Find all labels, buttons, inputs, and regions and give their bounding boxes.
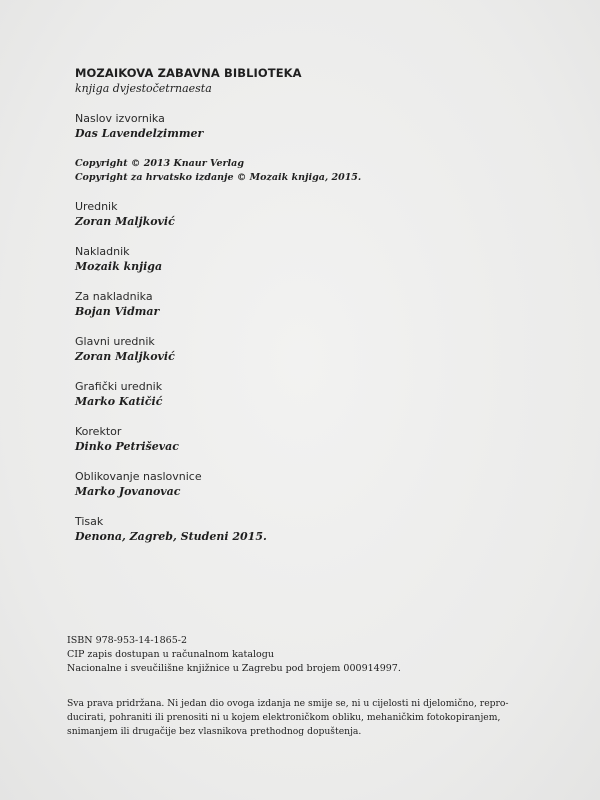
original-title-label: Naslov izvornika [75, 112, 165, 125]
credit-value: Dinko Petriševac [75, 440, 179, 453]
series-subtitle: knjiga dvjestočetrnaesta [75, 82, 212, 95]
credit-publisher [75, 244, 575, 275]
credit-value: Marko Jovanovac [75, 485, 181, 498]
credit-value: Denona, Zagreb, Studeni 2015. [75, 530, 267, 543]
credit-value: Mozaik knjiga [75, 260, 163, 273]
isbn-line: ISBN 978-953-14-1865-2 [67, 635, 187, 646]
credit-label: Korektor [75, 425, 122, 438]
imprint-content [75, 66, 575, 545]
credit-label: Grafički urednik [75, 380, 163, 393]
credit-cover-design [75, 469, 575, 500]
original-title-value: Das Lavendelzimmer [75, 127, 204, 140]
credit-printing [75, 514, 575, 545]
credit-label: Oblikovanje naslovnice [75, 470, 202, 483]
cip-line: Nacionalne i sveučilišne knjižnice u Zagrebu pod brojem 000914997. [67, 663, 401, 674]
credit-proofreader [75, 424, 575, 455]
copyright-line: Copyright © 2013 Knaur Verlag [75, 158, 244, 169]
isbn-block [67, 634, 577, 676]
credit-value: Zoran Maljković [75, 215, 175, 228]
credit-for-publisher [75, 289, 575, 320]
original-title-block [75, 111, 575, 142]
rights-line: Sva prava pridržana. Ni jedan dio ovoga izdanja ne smije se, ni u cijelosti ni djelomično, repro- [67, 698, 509, 709]
credit-graphic-editor [75, 379, 575, 410]
series-title: MOZAIKOVA ZABAVNA BIBLIOTEKA [75, 66, 302, 80]
credit-value: Bojan Vidmar [75, 305, 160, 318]
rights-line: ducirati, pohraniti ili prenositi ni u kojem elektroničkom obliku, mehaničkim fotokopiranjem, [67, 712, 501, 723]
cip-line: CIP zapis dostupan u računalnom katalogu [67, 649, 274, 660]
credit-label: Nakladnik [75, 245, 130, 258]
credit-chief-editor [75, 334, 575, 365]
rights-block [67, 697, 579, 739]
rights-line: snimanjem ili drugačije bez vlasnikova prethodnog dopuštenja. [67, 726, 362, 737]
credit-value: Zoran Maljković [75, 350, 175, 363]
credit-editor [75, 199, 575, 230]
copyright-block [75, 157, 575, 185]
copyright-line: Copyright za hrvatsko izdanje © Mozaik knjiga, 2015. [75, 172, 362, 183]
credit-label: Tisak [75, 515, 104, 528]
credit-label: Za nakladnika [75, 290, 153, 303]
credit-value: Marko Katičić [75, 395, 163, 408]
credit-label: Glavni urednik [75, 335, 155, 348]
credit-label: Urednik [75, 200, 118, 213]
